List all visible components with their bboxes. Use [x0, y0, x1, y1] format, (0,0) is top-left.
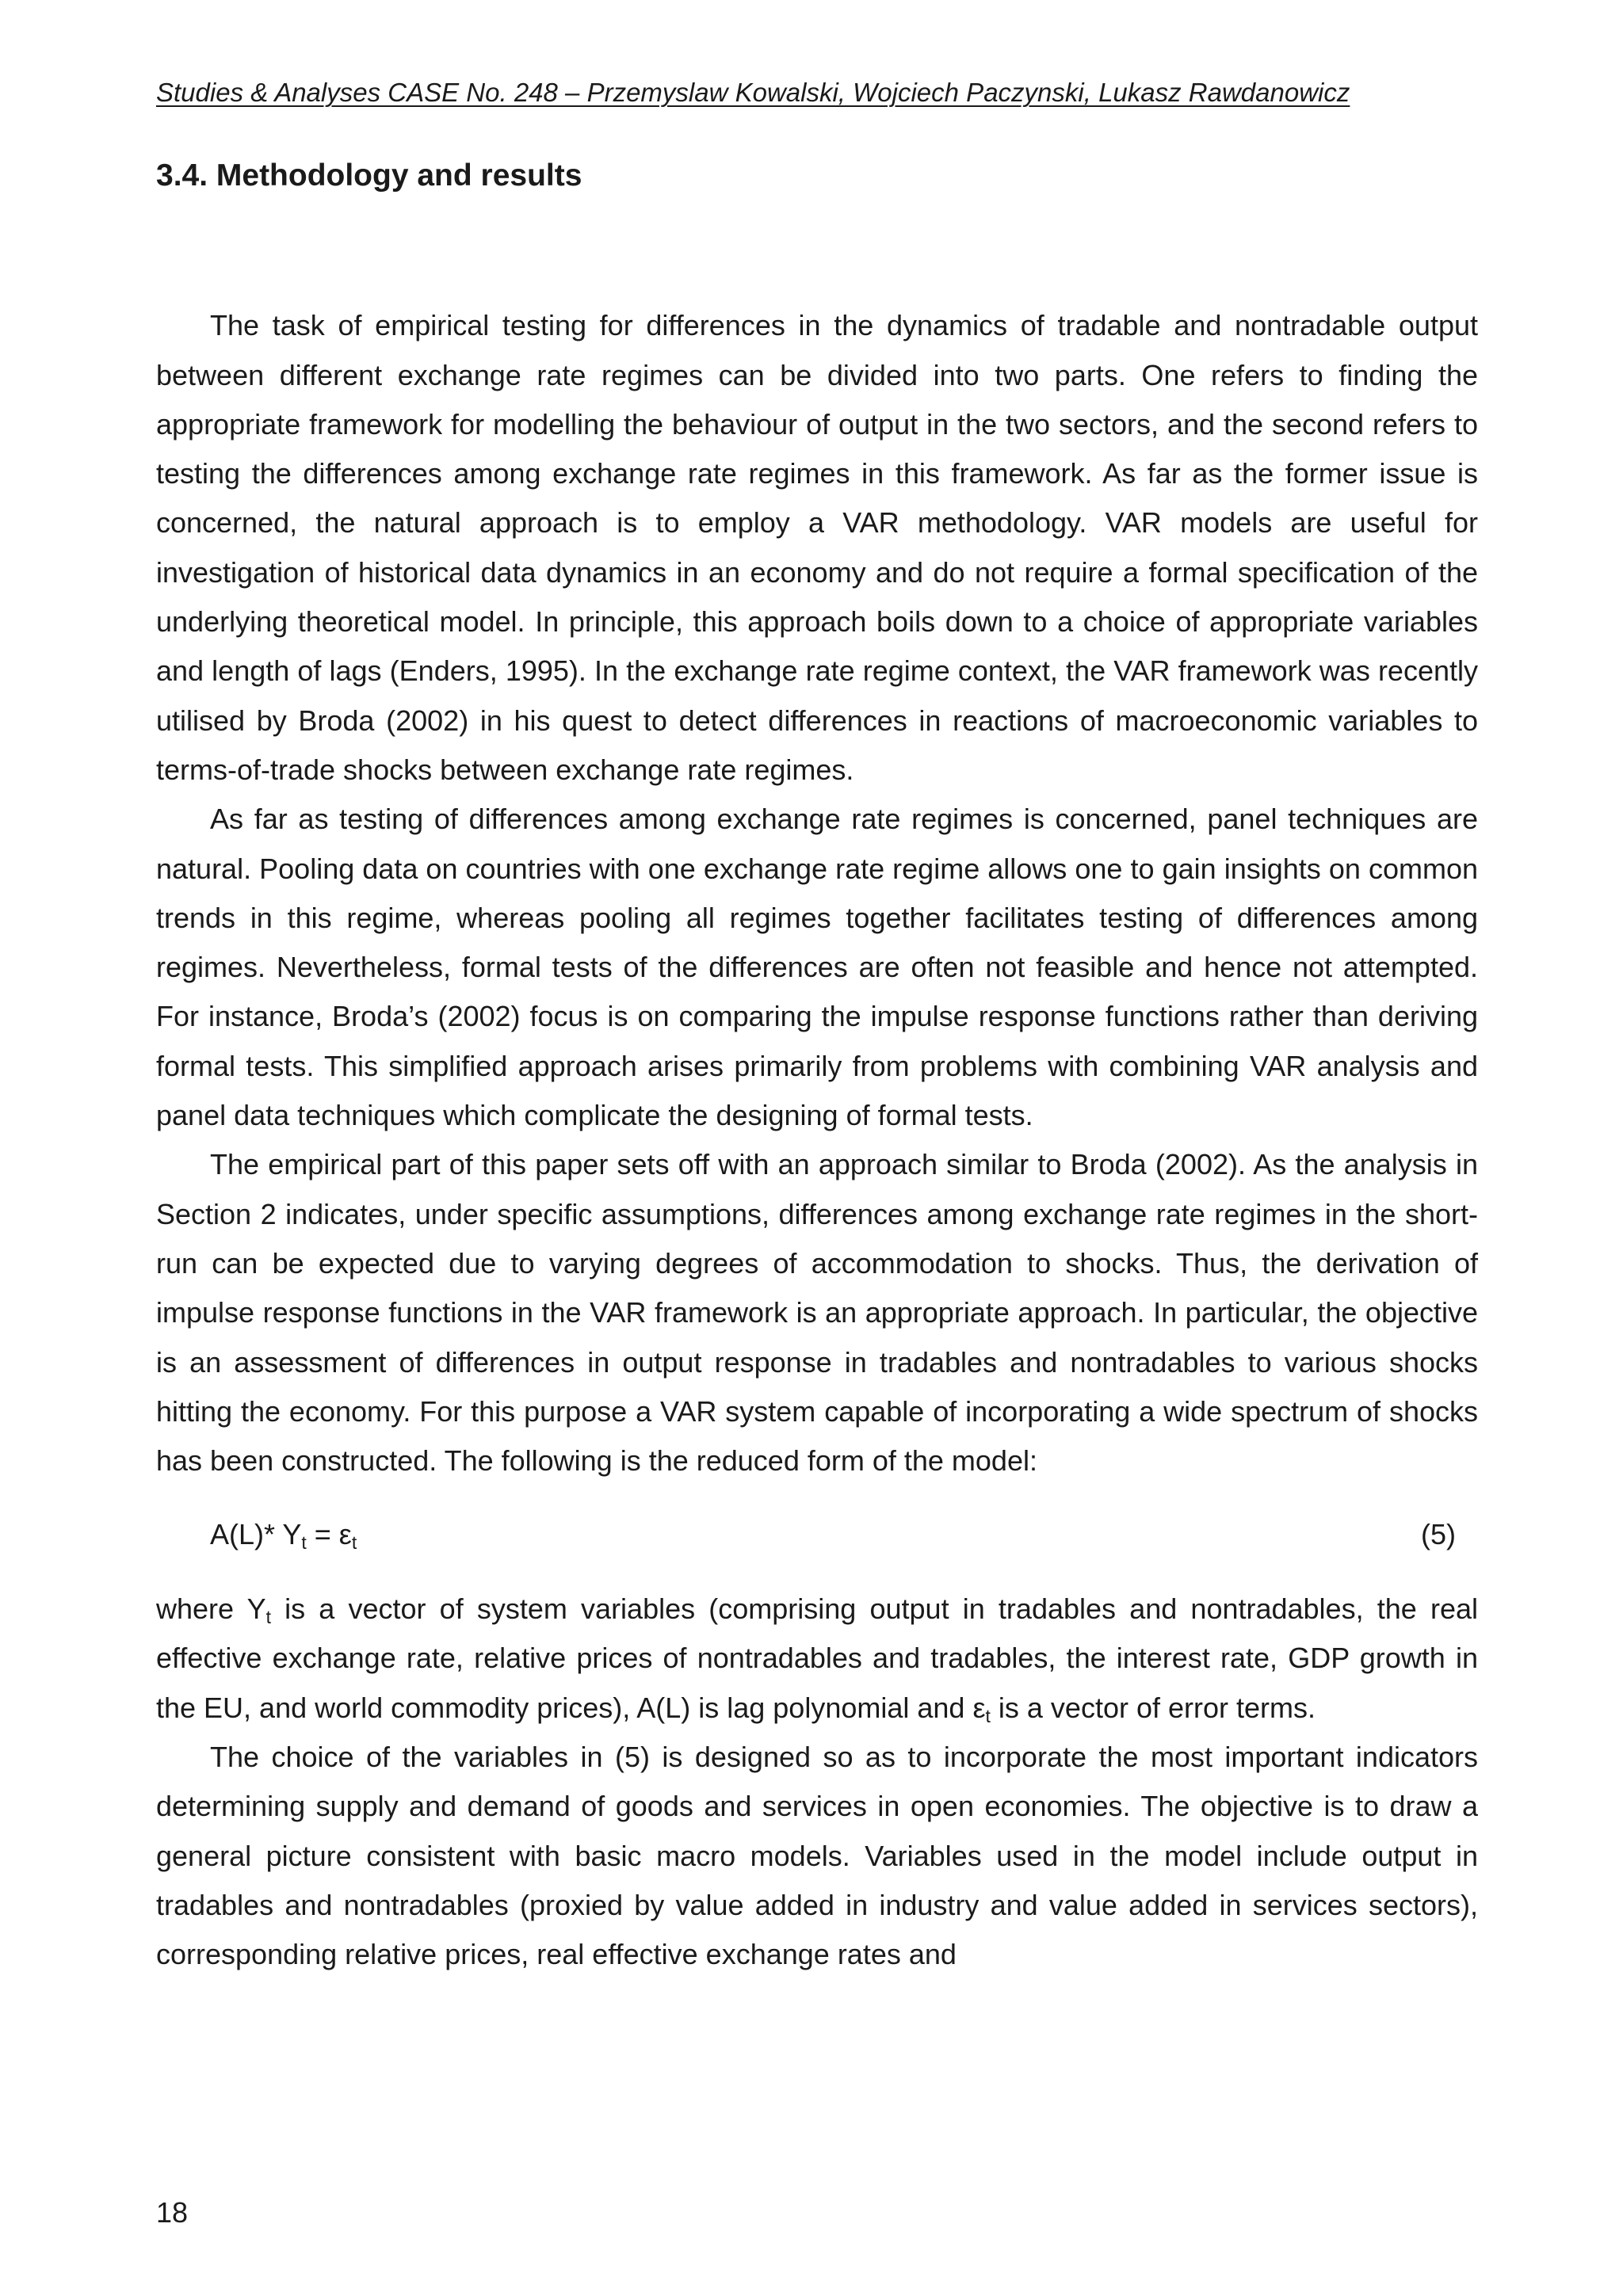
paragraph-1: The task of empirical testing for differences in the dynamics of tradable and nontradable output between different exchange rate regimes can be divided into two parts. One refers to finding the appropriate framework for modelling the behaviour of output in the two sectors, and the second refers to testing the differences among exchange rate regimes in this framework. As far as the former issue is concerned, the natural approach is to employ a VAR methodology. VAR models are useful for investigation of historical data dynamics in an economy and do not require a formal specification of the underlying theoretical model. In principle, this approach boils down to a choice of appropriate variables and length of lags (Enders, 1995). In the exchange rate regime context, the VAR framework was recently utilised by Broda (2002) in his quest to detect differences in reactions of macroeconomic variables to terms-of-trade shocks between exchange rate regimes.: [156, 309, 1478, 786]
equation-body: A(L)* $Y_t = \varepsilon_t$: [210, 1518, 357, 1554]
paragraph-where: where $Y_t$ is a vector of system variables (comprising output in tradables and nontradables, the real effective exchange rate, relative prices of nontradables and tradables, the interest rate, GDP growth in the EU, and world commodity prices), A(L) is lag polynomial and $\varepsilon_t$ is a vector of error terms.: [156, 1592, 1478, 1726]
section-heading: 3.4. Methodology and results: [156, 158, 582, 193]
equation-number: (5): [1421, 1518, 1456, 1551]
page-number: 18: [156, 2196, 189, 2229]
body-text: [156, 252, 1478, 1979]
paragraph-2: As far as testing of differences among exchange rate regimes is concerned, panel techniques are natural. Pooling data on countries with one exchange rate regime allows one to gain insights on common trends in this regime, whereas pooling all regimes together facilitates testing of differences among regimes. Nevertheless, formal tests of the differences are often not feasible and hence not attempted. For instance, Broda’s (2002) focus is on comparing the impulse response functions rather than deriving formal tests. This simplified approach arises primarily from problems with combining VAR analysis and panel data techniques which complicate the designing of formal tests.: [156, 803, 1478, 1132]
paragraph-final: The choice of the variables in (5) is designed so as to incorporate the most important indicators determining supply and demand of goods and services in open economies. The objective is to draw a general picture consistent with basic macro models. Variables used in the model include output in tradables and nontradables (proxied by value added in industry and value added in services sectors), corresponding relative prices, real effective exchange rates and: [156, 1740, 1478, 1971]
equation-5: [156, 1486, 1478, 1585]
paragraph-3: The empirical part of this paper sets off with an approach similar to Broda (2002). As the analysis in Section 2 indicates, under specific assumptions, differences among exchange rate regimes in the short-run can be expected due to varying degrees of accommodation to shocks. Thus, the derivation of impulse response functions in the VAR framework is an appropriate approach. In particular, the objective is an assessment of differences in output response in tradables and nontradables to various shocks hitting the economy. For this purpose a VAR system capable of incorporating a wide spectrum of shocks has been constructed. The following is the reduced form of the model:: [156, 1148, 1478, 1478]
running-header: Studies & Analyses CASE No. 248 – Przemyslaw Kowalski, Wojciech Paczynski, Lukasz Rawdanowicz: [156, 78, 1350, 107]
